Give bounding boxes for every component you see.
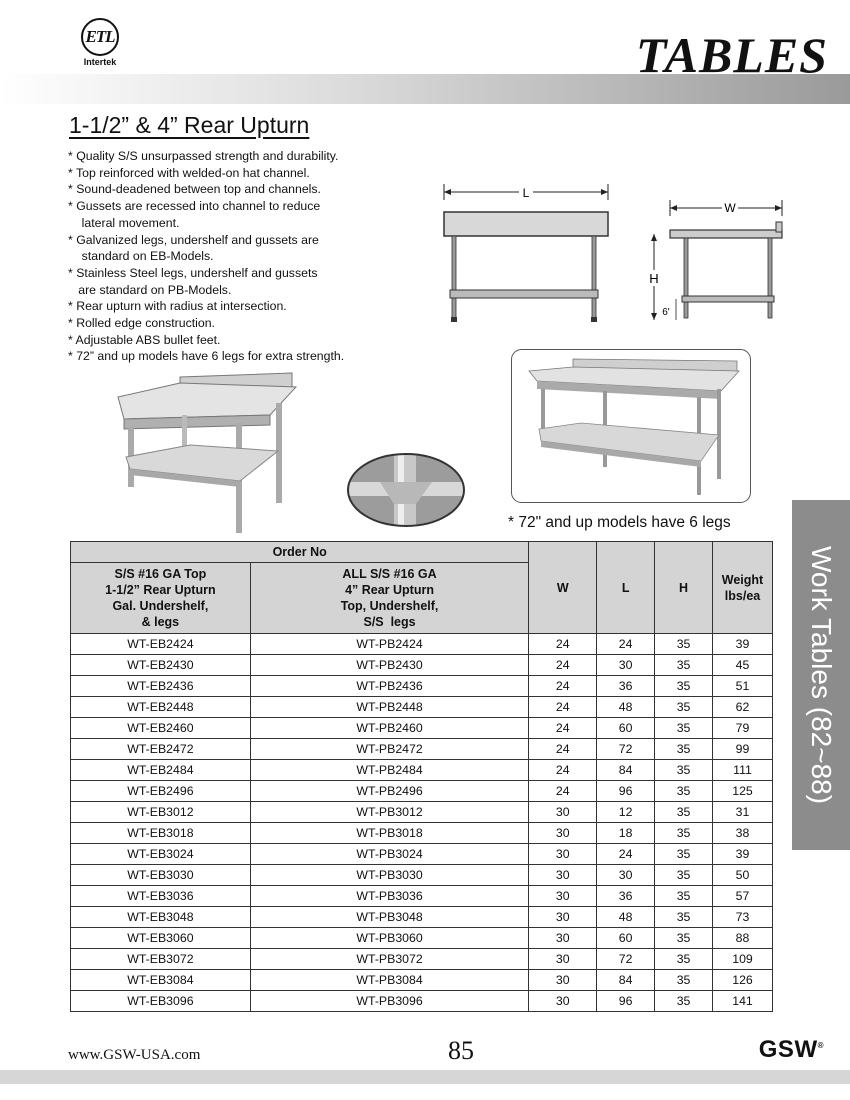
weight-header-line: Weight — [721, 572, 764, 587]
table-photo-left — [110, 365, 310, 535]
table-row — [71, 802, 773, 823]
feature-item: * Top reinforced with welded-on hat channel. — [68, 165, 310, 180]
table-row — [71, 991, 773, 1012]
w-cell: 24 — [529, 760, 597, 781]
w-cell: 30 — [529, 928, 597, 949]
col-w-header: W — [529, 542, 597, 634]
table-row — [71, 781, 773, 802]
h-cell: 35 — [655, 655, 713, 676]
col-eb-header — [71, 563, 251, 634]
front-dimension-diagram — [440, 182, 620, 327]
l-cell: 30 — [597, 865, 655, 886]
gsw-brand-logo — [759, 1036, 824, 1064]
feature-item: lateral movement. — [68, 215, 180, 230]
feature-item: * Sound-deadened between top and channels. — [68, 182, 321, 197]
etl-mark-text: ETL — [85, 27, 115, 46]
w-cell: 24 — [529, 739, 597, 760]
weight-cell: 51 — [713, 676, 773, 697]
feature-item: * Galvanized legs, undershelf and gussets are — [68, 232, 319, 247]
pb-header-line: ALL S/S #16 GA — [342, 567, 437, 581]
eb-model-cell: WT-EB3024 — [71, 844, 251, 865]
l-cell: 84 — [597, 970, 655, 991]
feature-item: standard on EB-Models. — [68, 249, 214, 264]
h-cell: 35 — [655, 634, 713, 655]
pb-model-cell: WT-PB2484 — [250, 760, 529, 781]
height-label: H — [649, 271, 659, 286]
feature-item: * Gussets are recessed into channel to reduce — [68, 199, 321, 214]
l-cell: 48 — [597, 907, 655, 928]
length-label: L — [522, 186, 530, 200]
w-cell: 30 — [529, 970, 597, 991]
table-row — [71, 655, 773, 676]
table-row — [71, 970, 773, 991]
h-cell: 35 — [655, 928, 713, 949]
weight-cell: 38 — [713, 823, 773, 844]
weight-cell: 141 — [713, 991, 773, 1012]
pb-model-cell: WT-PB2496 — [250, 781, 529, 802]
l-cell: 96 — [597, 991, 655, 1012]
eb-model-cell: WT-EB3096 — [71, 991, 251, 1012]
w-cell: 24 — [529, 697, 597, 718]
h-cell: 35 — [655, 781, 713, 802]
feature-item: are standard on PB-Models. — [68, 282, 232, 297]
weight-cell: 109 — [713, 949, 773, 970]
h-cell: 35 — [655, 970, 713, 991]
pb-model-cell: WT-PB3084 — [250, 970, 529, 991]
l-cell: 12 — [597, 802, 655, 823]
l-cell: 72 — [597, 949, 655, 970]
pb-header-line: S/S legs — [363, 615, 416, 629]
table-row — [71, 949, 773, 970]
weight-cell: 57 — [713, 886, 773, 907]
w-cell: 30 — [529, 991, 597, 1012]
pb-model-cell: WT-PB3036 — [250, 886, 529, 907]
l-cell: 24 — [597, 844, 655, 865]
eb-model-cell: WT-EB2448 — [71, 697, 251, 718]
eb-model-cell: WT-EB3036 — [71, 886, 251, 907]
w-cell: 24 — [529, 718, 597, 739]
weight-cell: 31 — [713, 802, 773, 823]
h-cell: 35 — [655, 991, 713, 1012]
weight-cell: 126 — [713, 970, 773, 991]
eb-model-cell: WT-EB2460 — [71, 718, 251, 739]
feature-item: * Rear upturn with radius at intersection. — [68, 299, 287, 314]
eb-model-cell: WT-EB3084 — [71, 970, 251, 991]
footer-band — [0, 1070, 850, 1084]
corner-detail-photo — [346, 452, 466, 524]
weight-cell: 62 — [713, 697, 773, 718]
w-cell: 24 — [529, 634, 597, 655]
pb-model-cell: WT-PB2424 — [250, 634, 529, 655]
h-cell: 35 — [655, 697, 713, 718]
pb-model-cell: WT-PB3012 — [250, 802, 529, 823]
feature-item: * 72” and up models have 6 legs for extra strength. — [68, 349, 345, 364]
section-title: 1-1/2” & 4” Rear Upturn — [69, 112, 310, 138]
registered-mark: ® — [817, 1041, 824, 1050]
feature-list — [68, 148, 398, 365]
feature-item: * Stainless Steel legs, undershelf and gussets — [68, 265, 318, 280]
width-label: W — [724, 201, 736, 215]
category-title: TABLES — [635, 27, 828, 83]
w-cell: 30 — [529, 823, 597, 844]
table-row — [71, 844, 773, 865]
side-tab-label: Work Tables (82~88) — [806, 545, 837, 805]
weight-cell: 73 — [713, 907, 773, 928]
w-cell: 30 — [529, 802, 597, 823]
h-cell: 35 — [655, 865, 713, 886]
work-tables-side-tab — [792, 500, 850, 850]
weight-cell: 79 — [713, 718, 773, 739]
table-row — [71, 697, 773, 718]
eb-model-cell: WT-EB3012 — [71, 802, 251, 823]
eb-header-line: 1-1/2” Rear Upturn — [105, 583, 216, 597]
eb-model-cell: WT-EB2436 — [71, 676, 251, 697]
eb-model-cell: WT-EB2496 — [71, 781, 251, 802]
l-cell: 18 — [597, 823, 655, 844]
feature-item: * Rolled edge construction. — [68, 316, 215, 331]
l-cell: 72 — [597, 739, 655, 760]
weight-cell: 45 — [713, 655, 773, 676]
pb-model-cell: WT-PB2430 — [250, 655, 529, 676]
etl-intertek-logo — [78, 18, 122, 67]
weight-header-line: lbs/ea — [724, 588, 761, 603]
eb-model-cell: WT-EB3048 — [71, 907, 251, 928]
l-cell: 24 — [597, 634, 655, 655]
table-row — [71, 823, 773, 844]
w-cell: 24 — [529, 655, 597, 676]
pb-header-line: 4” Rear Upturn — [345, 583, 434, 597]
l-cell: 60 — [597, 718, 655, 739]
eb-header-line: Gal. Undershelf, — [112, 599, 209, 613]
pb-model-cell: WT-PB3048 — [250, 907, 529, 928]
pb-model-cell: WT-PB2472 — [250, 739, 529, 760]
footer-url: www.GSW-USA.com — [68, 1047, 201, 1063]
eb-header-line: S/S #16 GA Top — [114, 567, 207, 581]
table-row — [71, 865, 773, 886]
l-cell: 84 — [597, 760, 655, 781]
eb-model-cell: WT-EB2484 — [71, 760, 251, 781]
w-cell: 30 — [529, 907, 597, 928]
h-cell: 35 — [655, 823, 713, 844]
eb-model-cell: WT-EB3018 — [71, 823, 251, 844]
h-cell: 35 — [655, 907, 713, 928]
h-cell: 35 — [655, 802, 713, 823]
table-photo-right — [511, 349, 751, 503]
w-cell: 30 — [529, 844, 597, 865]
weight-cell: 99 — [713, 739, 773, 760]
table-row — [71, 634, 773, 655]
pb-model-cell: WT-PB2448 — [250, 697, 529, 718]
eb-header-line: & legs — [141, 615, 180, 629]
side-dimension-diagram — [640, 196, 790, 326]
eb-model-cell: WT-EB3030 — [71, 865, 251, 886]
h-cell: 35 — [655, 718, 713, 739]
col-pb-header — [250, 563, 529, 634]
weight-cell: 39 — [713, 844, 773, 865]
col-l-header: L — [597, 542, 655, 634]
pb-model-cell: WT-PB3018 — [250, 823, 529, 844]
feature-item: * Adjustable ABS bullet feet. — [68, 332, 221, 347]
weight-cell: 88 — [713, 928, 773, 949]
table-row — [71, 739, 773, 760]
page-number: 85 — [448, 1036, 474, 1065]
weight-cell: 39 — [713, 634, 773, 655]
feature-item: * Quality S/S unsurpassed strength and durability. — [68, 149, 339, 163]
pb-model-cell: WT-PB2436 — [250, 676, 529, 697]
etl-mark — [81, 18, 119, 56]
l-cell: 60 — [597, 928, 655, 949]
order-no-header: Order No — [71, 542, 529, 563]
h-cell: 35 — [655, 886, 713, 907]
foot-height-label: 6' — [662, 307, 670, 318]
pb-model-cell: WT-PB2460 — [250, 718, 529, 739]
eb-model-cell: WT-EB3060 — [71, 928, 251, 949]
weight-cell: 125 — [713, 781, 773, 802]
h-cell: 35 — [655, 949, 713, 970]
w-cell: 24 — [529, 676, 597, 697]
pb-model-cell: WT-PB3024 — [250, 844, 529, 865]
table-row — [71, 760, 773, 781]
h-cell: 35 — [655, 844, 713, 865]
col-h-header: H — [655, 542, 713, 634]
pb-model-cell: WT-PB3060 — [250, 928, 529, 949]
intertek-label: Intertek — [83, 57, 117, 67]
w-cell: 30 — [529, 865, 597, 886]
w-cell: 30 — [529, 886, 597, 907]
spec-table — [70, 541, 773, 1012]
h-cell: 35 — [655, 760, 713, 781]
table-row — [71, 718, 773, 739]
pb-model-cell: WT-PB3072 — [250, 949, 529, 970]
eb-model-cell: WT-EB2472 — [71, 739, 251, 760]
table-row — [71, 928, 773, 949]
l-cell: 36 — [597, 676, 655, 697]
w-cell: 24 — [529, 781, 597, 802]
pb-model-cell: WT-PB3096 — [250, 991, 529, 1012]
l-cell: 30 — [597, 655, 655, 676]
pb-header-line: Top, Undershelf, — [340, 599, 439, 613]
table-row — [71, 676, 773, 697]
h-cell: 35 — [655, 739, 713, 760]
l-cell: 36 — [597, 886, 655, 907]
table-row — [71, 886, 773, 907]
eb-model-cell: WT-EB2424 — [71, 634, 251, 655]
l-cell: 48 — [597, 697, 655, 718]
weight-cell: 111 — [713, 760, 773, 781]
six-legs-caption: * 72" and up models have 6 legs — [508, 514, 731, 531]
pb-model-cell: WT-PB3030 — [250, 865, 529, 886]
w-cell: 30 — [529, 949, 597, 970]
weight-cell: 50 — [713, 865, 773, 886]
l-cell: 96 — [597, 781, 655, 802]
brand-text: GSW — [758, 1036, 818, 1063]
h-cell: 35 — [655, 676, 713, 697]
eb-model-cell: WT-EB2430 — [71, 655, 251, 676]
table-row — [71, 907, 773, 928]
col-weight-header — [713, 542, 773, 634]
eb-model-cell: WT-EB3072 — [71, 949, 251, 970]
